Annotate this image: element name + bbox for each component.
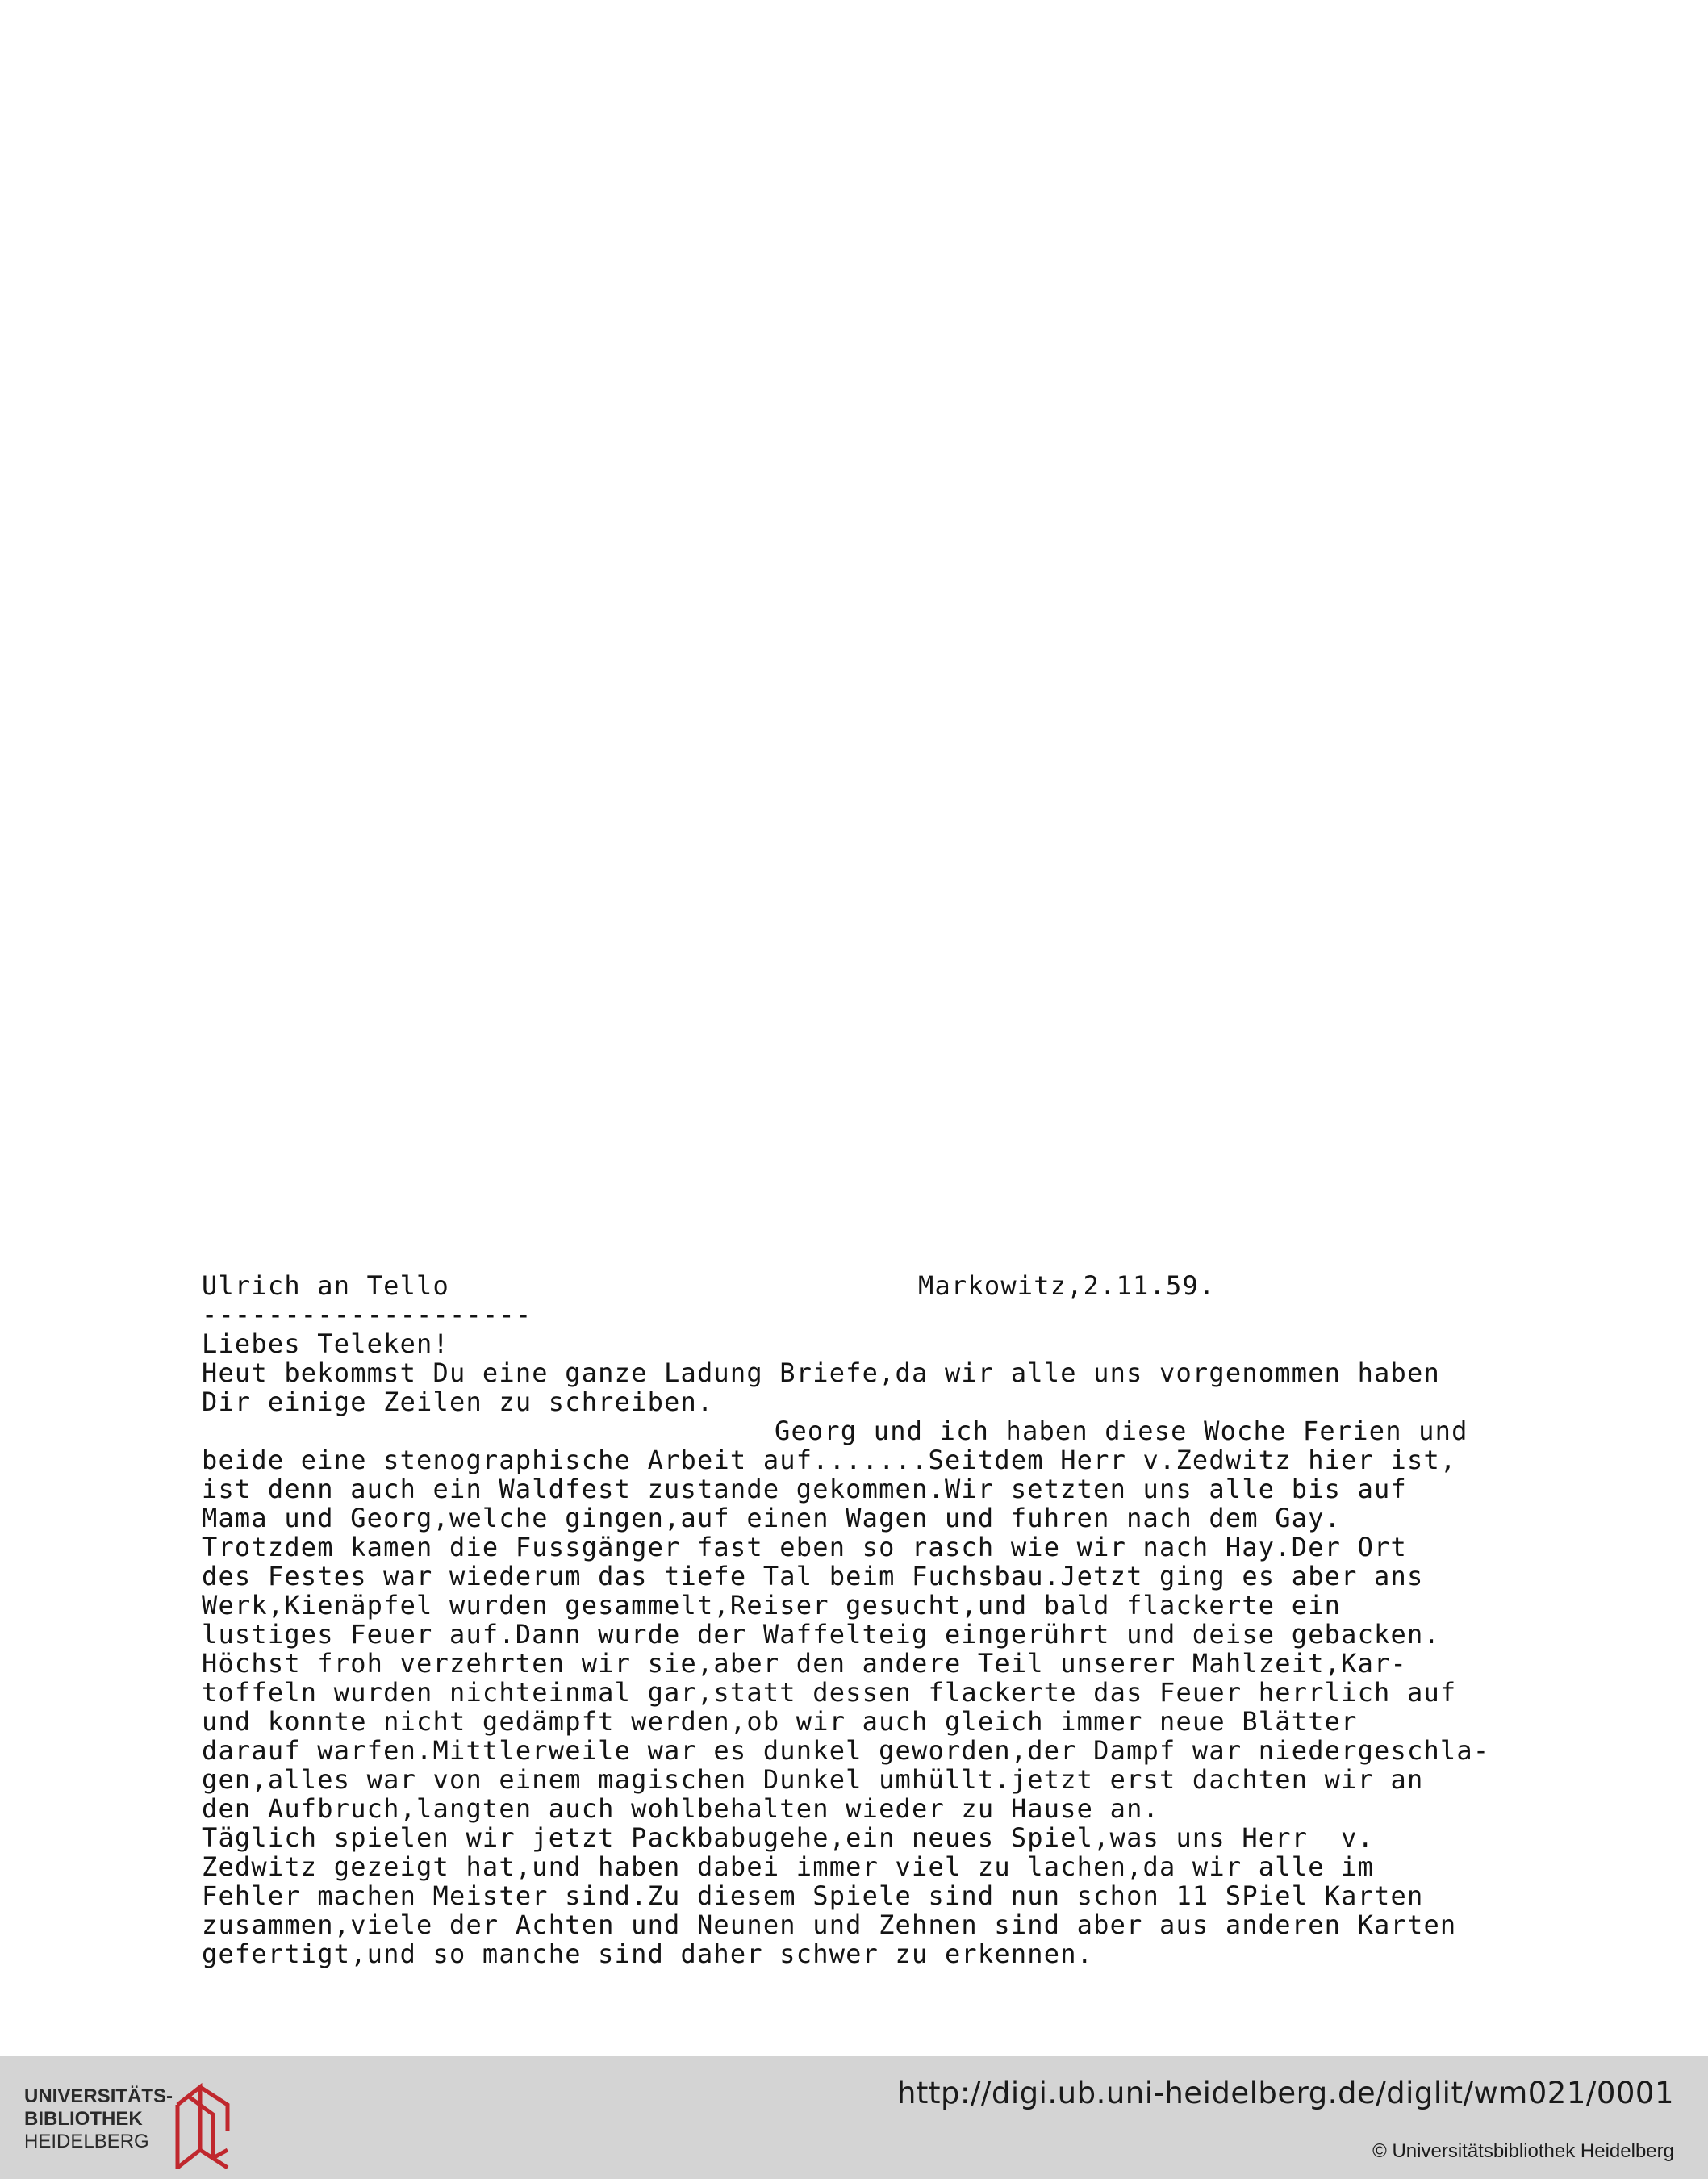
letter-line: den Aufbruch,langten auch wohlbehalten wieder zu Hause an. <box>202 1793 1160 1824</box>
library-logo-text <box>24 2085 173 2153</box>
letter-line: Fehler machen Meister sind.Zu diesem Spiele sind nun schon 11 SPiel Karten <box>202 1880 1424 1911</box>
letter-greeting: Liebes Teleken! <box>202 1328 449 1359</box>
letter-line: gefertigt,und so manche sind daher schwer zu erkennen. <box>202 1939 1094 1969</box>
library-logo-icon <box>171 2072 236 2169</box>
letter-line: beide eine stenographische Arbeit auf.......Seitdem Herr v.Zedwitz hier ist, <box>202 1445 1457 1475</box>
copyright-notice: © Universitätsbibliothek Heidelberg <box>1372 2140 1674 2162</box>
letter-line: Werk,Kienäpfel wurden gesammelt,Reiser gesucht,und bald flackerte ein <box>202 1590 1342 1621</box>
logo-line-3: HEIDELBERG <box>24 2131 149 2152</box>
letter-line: Zedwitz gezeigt hat,und haben dabei immer viel zu lachen,da wir alle im <box>202 1851 1375 1882</box>
letter-line: Trotzdem kamen die Fussgänger fast eben so rasch wie wir nach Hay.Der Ort <box>202 1532 1407 1562</box>
logo-line-1: UNIVERSITÄTS- <box>24 2085 173 2107</box>
letter-line: lustiges Feuer auf.Dann wurde der Waffelteig eingerührt und deise gebacken. <box>202 1619 1440 1650</box>
letter-line: und konnte nicht gedämpft werden,ob wir auch gleich immer neue Blätter <box>202 1706 1358 1737</box>
footer-band <box>0 2056 1708 2179</box>
letter-line: ist denn auch ein Waldfest zustande gekommen.Wir setzten uns alle bis auf <box>202 1474 1407 1504</box>
letter-body <box>202 1358 1638 1968</box>
letter-line: gen,alles war von einem magischen Dunkel umhüllt.jetzt erst dachten wir an <box>202 1764 1424 1795</box>
letter-line: toffeln wurden nichteinmal gar,statt dessen flackerte das Feuer herrlich auf <box>202 1677 1457 1708</box>
letter-line: Georg und ich haben diese Woche Ferien und <box>775 1416 1468 1446</box>
letter-line: Höchst froh verzehrten wir sie,aber den andere Teil unserer Mahlzeit,Kar- <box>202 1648 1407 1679</box>
logo-line-2: BIBLIOTHEK <box>24 2108 143 2130</box>
letter-place-date: Markowitz,2.11.59. <box>918 1270 1216 1301</box>
underline-rule: -------------------- <box>202 1299 532 1330</box>
letter-line: Heut bekommst Du eine ganze Ladung Briefe,da wir alle uns vorgenommen haben <box>202 1357 1440 1388</box>
letter-line: Dir einige Zeilen zu schreiben. <box>202 1386 714 1417</box>
letter-line: zusammen,viele der Achten und Neunen und Zehnen sind aber aus anderen Karten <box>202 1909 1457 1940</box>
letter-line: darauf warfen.Mittlerweile war es dunkel geworden,der Dampf war niedergeschla- <box>202 1735 1490 1766</box>
letter-sender: Ulrich an Tello <box>202 1270 449 1301</box>
letter-header <box>202 1271 1638 1300</box>
letter-line: Täglich spielen wir jetzt Packbabugehe,ein neues Spiel,was uns Herr v. <box>202 1822 1375 1853</box>
typewritten-letter <box>202 1271 1638 1968</box>
permalink-url[interactable]: http://digi.ub.uni-heidelberg.de/diglit/wm021/0001 <box>896 2076 1674 2110</box>
letter-line: des Festes war wiederum das tiefe Tal beim Fuchsbau.Jetzt ging es aber ans <box>202 1561 1424 1591</box>
letter-line: Mama und Georg,welche gingen,auf einen Wagen und fuhren nach dem Gay. <box>202 1503 1342 1533</box>
